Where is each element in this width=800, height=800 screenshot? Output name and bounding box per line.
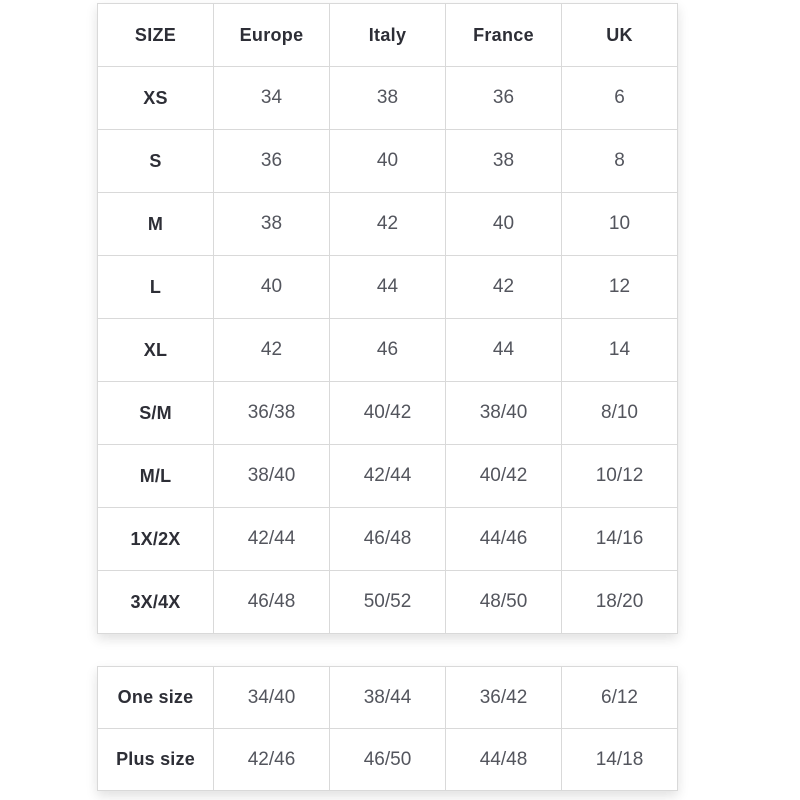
size-label-cell: M/L [98,445,214,508]
size-label-cell: M [98,193,214,256]
special-europe-size-cell: 42/46 [214,729,330,791]
size-label-cell: S/M [98,382,214,445]
size-table-row [98,382,678,445]
europe-size-cell: 42/44 [214,508,330,571]
size-table-row [98,319,678,382]
special-italy-size-cell: 38/44 [330,667,446,729]
size-table-row [98,130,678,193]
uk-size-cell: 12 [562,256,678,319]
france-size-cell: 40 [446,193,562,256]
uk-size-cell: 18/20 [562,571,678,634]
italy-size-cell: 42 [330,193,446,256]
italy-size-cell: 46 [330,319,446,382]
france-size-cell: 42 [446,256,562,319]
uk-size-cell: 6 [562,67,678,130]
column-header-uk: UK [562,4,678,67]
uk-size-cell: 8/10 [562,382,678,445]
size-table-body [98,67,678,634]
france-size-cell: 38/40 [446,382,562,445]
europe-size-cell: 46/48 [214,571,330,634]
europe-size-cell: 34 [214,67,330,130]
size-label-cell: 3X/4X [98,571,214,634]
europe-size-cell: 38/40 [214,445,330,508]
special-italy-size-cell: 46/50 [330,729,446,791]
special-size-row [98,729,678,791]
france-size-cell: 38 [446,130,562,193]
italy-size-cell: 50/52 [330,571,446,634]
size-table-row [98,508,678,571]
size-label-cell: L [98,256,214,319]
special-uk-size-cell: 6/12 [562,667,678,729]
special-size-label-cell: One size [98,667,214,729]
size-table-row [98,571,678,634]
italy-size-cell: 42/44 [330,445,446,508]
italy-size-cell: 44 [330,256,446,319]
special-france-size-cell: 36/42 [446,667,562,729]
uk-size-cell: 8 [562,130,678,193]
special-europe-size-cell: 34/40 [214,667,330,729]
uk-size-cell: 14 [562,319,678,382]
size-table-row [98,193,678,256]
uk-size-cell: 10/12 [562,445,678,508]
europe-size-cell: 38 [214,193,330,256]
italy-size-cell: 38 [330,67,446,130]
uk-size-cell: 14/16 [562,508,678,571]
special-sizes-table-body [98,667,678,791]
size-label-cell: XS [98,67,214,130]
italy-size-cell: 46/48 [330,508,446,571]
france-size-cell: 40/42 [446,445,562,508]
size-conversion-table [97,3,678,634]
size-label-cell: 1X/2X [98,508,214,571]
europe-size-cell: 36/38 [214,382,330,445]
special-size-row [98,667,678,729]
france-size-cell: 36 [446,67,562,130]
special-uk-size-cell: 14/18 [562,729,678,791]
uk-size-cell: 10 [562,193,678,256]
column-header-size: SIZE [98,4,214,67]
size-table-header-row [98,4,678,67]
column-header-italy: Italy [330,4,446,67]
italy-size-cell: 40/42 [330,382,446,445]
italy-size-cell: 40 [330,130,446,193]
europe-size-cell: 42 [214,319,330,382]
size-table-row [98,445,678,508]
europe-size-cell: 40 [214,256,330,319]
france-size-cell: 44 [446,319,562,382]
column-header-france: France [446,4,562,67]
size-table-row [98,256,678,319]
size-table-row [98,67,678,130]
size-label-cell: XL [98,319,214,382]
size-table-head [98,4,678,67]
europe-size-cell: 36 [214,130,330,193]
france-size-cell: 44/46 [446,508,562,571]
size-label-cell: S [98,130,214,193]
special-size-label-cell: Plus size [98,729,214,791]
column-header-europe: Europe [214,4,330,67]
special-sizes-table [97,666,678,791]
france-size-cell: 48/50 [446,571,562,634]
special-france-size-cell: 44/48 [446,729,562,791]
